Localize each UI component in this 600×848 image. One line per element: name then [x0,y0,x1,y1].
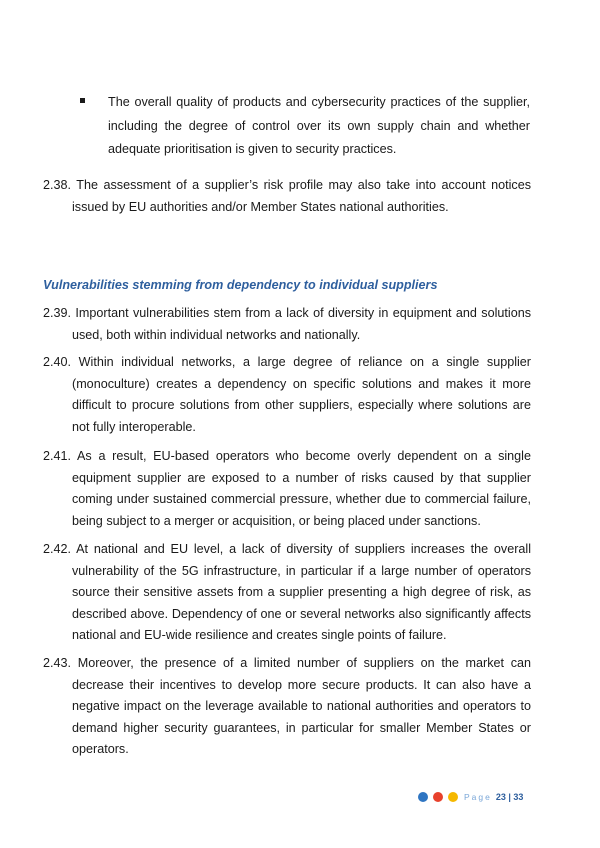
paragraph-number: 2.43. [43,656,72,670]
paragraph-number: 2.38. [43,178,72,192]
paragraph-2-41 [43,446,531,532]
paragraph-2-38 [43,175,531,218]
paragraph-text: At national and EU level, a lack of diversity of suppliers increases the overall vulnerability of the 5G infrastructure, in particular if a large number of operators source their sensitive assets from a supplier presenting a high degree of risk, as described above. Dependency of one or several networks also significantly affects national and EU-wide resilience and creates single points of failure. [72,542,531,642]
bullet-text: The overall quality of products and cybersecurity practices of the supplier, including the degree of control over its own supply chain and whether adequate prioritisation is given to security practices. [108,95,530,156]
paragraph-number: 2.39. [43,306,72,320]
paragraph-2-39 [43,303,531,346]
page-label: Page [464,792,492,802]
paragraph-text: The assessment of a supplier’s risk profile may also take into account notices issued by EU authorities and/or Member States national authorities. [72,178,531,214]
paragraph-2-40 [43,352,531,438]
paragraph-number: 2.41. [43,449,72,463]
paragraph-2-42 [43,539,531,647]
paragraph-2-43 [43,653,531,761]
bullet-square-icon [80,98,85,103]
red-dot-icon [433,792,443,802]
page-number: 23 | 33 [495,792,524,802]
paragraph-text: As a result, EU-based operators who become overly dependent on a single equipment supplier are exposed to a number of risks caused by that supplier coming under sustained commercial pressure, whether due to commercial failure, being subject to a merger or acquisition, or being placed under sanctions. [72,449,531,528]
paragraph-text: Important vulnerabilities stem from a lack of diversity in equipment and solutions used, both within individual networks and nationally. [72,306,532,342]
page-footer [418,789,523,805]
paragraph-number: 2.40. [43,355,72,369]
section-heading: Vulnerabilities stemming from dependency to individual suppliers [43,278,438,292]
paragraph-number: 2.42. [43,542,72,556]
paragraph-text: Within individual networks, a large degree of reliance on a single supplier (monoculture) creates a dependency on specific solutions and makes it more difficult to procure solutions from other suppliers, especially where solutions are not fully interoperable. [72,355,532,434]
blue-dot-icon [418,792,428,802]
yellow-dot-icon [448,792,458,802]
paragraph-text: Moreover, the presence of a limited number of suppliers on the market can decrease their incentives to develop more secure products. It can also have a negative impact on the leverage available to national authorities and operators to demand higher security guarantees, in particular for smaller Member States or operators. [72,656,532,756]
